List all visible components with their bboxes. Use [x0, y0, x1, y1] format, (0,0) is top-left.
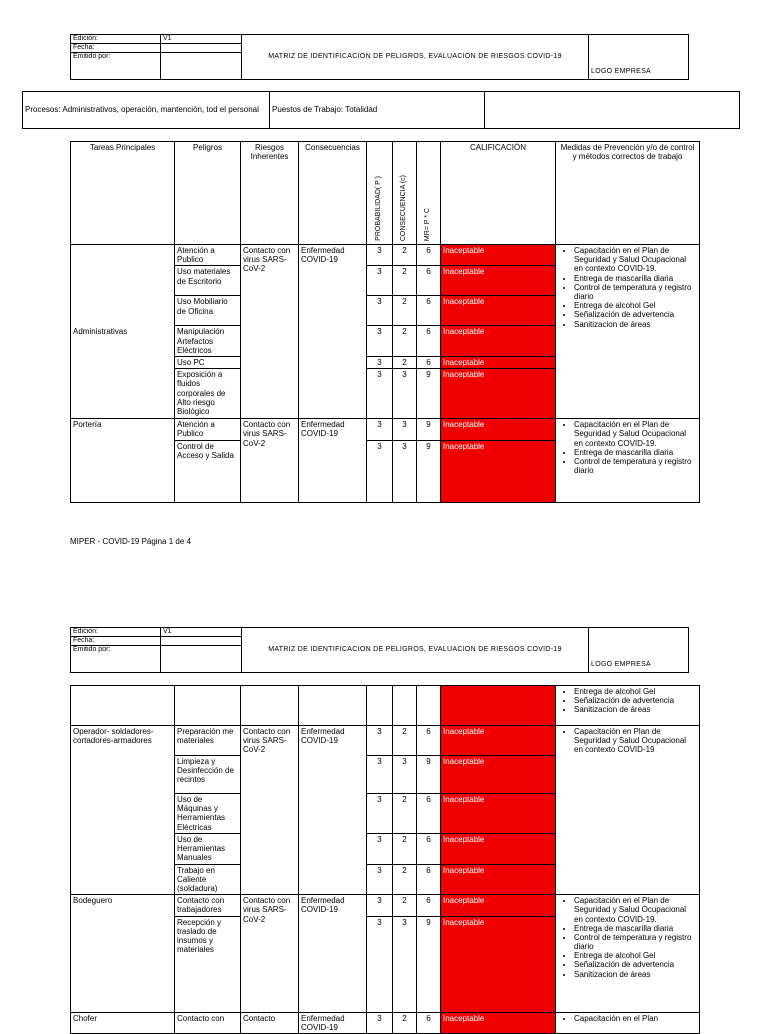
- fecha-label: Fecha:: [71, 637, 161, 646]
- measure-item: • Entrega de mascarilla diaria: [574, 448, 697, 457]
- riesgo: Contacto con virus SARS-CoV-2: [241, 895, 299, 1012]
- prob-value: 3: [367, 440, 393, 502]
- measure-item: • Control de temperatura y registro diario: [574, 283, 697, 301]
- prob-value: 3: [367, 794, 393, 834]
- task-chofer: Chofer: [71, 1012, 175, 1033]
- peligro: Atención a Publico: [175, 419, 241, 440]
- cons-value: 2: [393, 326, 417, 357]
- riesgo: Contacto: [241, 1012, 299, 1033]
- cons-value: 3: [393, 369, 417, 419]
- mr-value: 9: [417, 419, 441, 440]
- mr-value: 6: [417, 356, 441, 368]
- prob-value: 3: [367, 266, 393, 296]
- header-table-page2: [70, 627, 689, 673]
- cons-value: 2: [393, 356, 417, 368]
- col-peligros: Peligros: [175, 142, 241, 245]
- col-consecuencias: Consecuencias: [299, 142, 367, 245]
- task-administrativas: Administrativas: [71, 245, 175, 419]
- peligro: Uso materiales de Escritorio: [175, 266, 241, 296]
- cons-value: 2: [393, 834, 417, 865]
- emitido-label: Emitido por:: [71, 53, 161, 80]
- page-footer: MIPER - COVID-19 Página 1 de 4: [70, 537, 191, 546]
- peligro: Control de Acceso y Salida: [175, 440, 241, 502]
- measure-item: • Capacitación en el Plan de Seguridad y Salud Ocupacional en contexto COVID-19.: [574, 246, 697, 274]
- mr-value: 6: [417, 245, 441, 266]
- consecuencia: Enfermedad COVID-19: [299, 726, 367, 895]
- peligro: Exposición a fluidos corporales de Alto riesgo Biológico: [175, 369, 241, 419]
- calificacion-cell: Inaceptable: [441, 369, 556, 419]
- measure-item: • Control de temperatura y registro diario: [574, 457, 697, 475]
- prob-value: 3: [367, 916, 393, 1012]
- calificacion-cell: Inaceptable: [441, 326, 556, 357]
- col-mr: MR= P * C: [424, 207, 432, 241]
- logo-empresa: LOGO EMPRESA: [589, 35, 689, 80]
- edicion-value: V1: [161, 628, 242, 637]
- prob-value: 3: [367, 756, 393, 794]
- measure-item: • Capacitación en el Plan: [574, 1014, 697, 1023]
- consecuencia: Enfermedad COVID-19: [299, 1012, 367, 1033]
- measure-item: • Entrega de alcohol Gel: [574, 687, 697, 696]
- cons-value: 3: [393, 916, 417, 1012]
- peligro: Recepción y traslado de insumos y materiales: [175, 916, 241, 1012]
- mr-value: 6: [417, 296, 441, 326]
- peligro: Trabajo en Caliente (soldadura): [175, 864, 241, 895]
- mr-value: 6: [417, 326, 441, 357]
- prob-value: 3: [367, 895, 393, 916]
- calificacion-cell: Inaceptable: [441, 245, 556, 266]
- calificacion-cell: Inaceptable: [441, 356, 556, 368]
- cons-value: 2: [393, 1012, 417, 1033]
- edicion-label: Edición:: [71, 35, 161, 44]
- prob-value: 3: [367, 326, 393, 357]
- measure-item: • Sanitizacion de áreas: [574, 970, 697, 979]
- mr-value: 9: [417, 916, 441, 1012]
- cons-value: 2: [393, 895, 417, 916]
- calificacion-cell: Inaceptable: [441, 296, 556, 326]
- col-consecuencia: CONSECUENCIA (c): [400, 174, 408, 241]
- peligro: Uso de Máquinas y Herramientas Eléctricas: [175, 794, 241, 834]
- col-tareas: Tareas Principales: [71, 142, 175, 245]
- calificacion-cell: Inaceptable: [441, 1012, 556, 1033]
- col-probabilidad: PROBABILIDAD( P ): [375, 175, 383, 241]
- calificacion-cell: Inaceptable: [441, 916, 556, 1012]
- measure-item: • Señalización de advertencia: [574, 696, 697, 705]
- logo-empresa: LOGO EMPRESA: [589, 628, 689, 673]
- prob-value: 3: [367, 726, 393, 756]
- riesgo: Contacto con virus SARS-CoV-2: [241, 245, 299, 419]
- medidas-operador: [556, 726, 700, 895]
- calificacion-cell: [441, 686, 556, 726]
- document-title: MATRIZ DE IDENTIFICACION DE PELIGROS, EVALUACION DE RIESGOS COVID-19: [242, 35, 589, 80]
- calificacion-cell: Inaceptable: [441, 756, 556, 794]
- measure-item: • Capacitación en el Plan de Seguridad y Salud Ocupacional en contexto COVID-19.: [574, 420, 697, 448]
- prob-value: 3: [367, 369, 393, 419]
- edicion-label: Edición:: [71, 628, 161, 637]
- task-operador: Operador- soldadores-cortadores-armadores: [71, 726, 175, 895]
- calificacion-cell: Inaceptable: [441, 419, 556, 440]
- mr-value: 6: [417, 266, 441, 296]
- calificacion-cell: Inaceptable: [441, 864, 556, 895]
- measure-item: • Entrega de mascarilla diaria: [574, 274, 697, 283]
- peligro: Contacto con: [175, 1012, 241, 1033]
- header-table-page1: [70, 34, 689, 80]
- peligro: Preparación me materiales: [175, 726, 241, 756]
- cons-value: 2: [393, 245, 417, 266]
- cons-value: 2: [393, 794, 417, 834]
- matrix-table-page2: [70, 685, 700, 1034]
- edicion-value: V1: [161, 35, 242, 44]
- mr-value: 9: [417, 440, 441, 502]
- measure-item: • Control de temperatura y registro diario: [574, 933, 697, 951]
- mr-value: 6: [417, 834, 441, 865]
- consecuencia: Enfermedad COVID-19: [299, 245, 367, 419]
- mr-value: 6: [417, 864, 441, 895]
- mr-value: 9: [417, 369, 441, 419]
- measure-item: • Capacitación en Plan de Seguridad y Salud Ocupacional en contexto COVID-19: [574, 727, 697, 755]
- calificacion-cell: Inaceptable: [441, 794, 556, 834]
- measure-item: • Sanitizacion de áreas: [574, 320, 697, 329]
- measure-item: • Capacitación en el Plan de Seguridad y Salud Ocupacional en contexto COVID-19.: [574, 896, 697, 924]
- prob-value: 3: [367, 1012, 393, 1033]
- cons-value: 2: [393, 296, 417, 326]
- peligro: Manipulación Artefactos Eléctricos: [175, 326, 241, 357]
- consecuencia: Enfermedad COVID-19: [299, 895, 367, 1012]
- document-title: MATRIZ DE IDENTIFICACION DE PELIGROS, EVALUACION DE RIESGOS COVID-19: [242, 628, 589, 673]
- consecuencia: Enfermedad COVID-19: [299, 419, 367, 502]
- col-riesgos: Riesgos Inherentes: [241, 142, 299, 245]
- mr-value: 6: [417, 895, 441, 916]
- medidas-chofer: [556, 1012, 700, 1033]
- puestos-text: Puestos de Trabajo: Totalidad: [270, 92, 485, 129]
- medidas-continuacion: [556, 686, 700, 726]
- prob-value: 3: [367, 245, 393, 266]
- prob-value: 3: [367, 356, 393, 368]
- matrix-table-page1: [70, 141, 700, 503]
- cons-value: 2: [393, 864, 417, 895]
- prob-value: 3: [367, 419, 393, 440]
- peligro: Contacto con trabajadores: [175, 895, 241, 916]
- prob-value: 3: [367, 864, 393, 895]
- measure-item: • Señalización de advertencia: [574, 310, 697, 319]
- peligro: Limpieza y Desinfección de recintos: [175, 756, 241, 794]
- col-calificacion: CALIFICACIÓN: [441, 142, 556, 245]
- measure-item: • Entrega de alcohol Gel: [574, 301, 697, 310]
- calificacion-cell: Inaceptable: [441, 440, 556, 502]
- procesos-text: Procesos: Administrativos, operación, mantención, tod el personal: [23, 92, 270, 129]
- mr-value: 6: [417, 726, 441, 756]
- cons-value: 2: [393, 266, 417, 296]
- peligro: Uso de Herramientas Manuales: [175, 834, 241, 865]
- task-bodeguero: Bodeguero: [71, 895, 175, 1012]
- cons-value: 3: [393, 419, 417, 440]
- col-medidas: Medidas de Prevención y/o de control y métodos correctos de trabajo: [556, 142, 700, 245]
- mr-value: 9: [417, 756, 441, 794]
- calificacion-cell: Inaceptable: [441, 834, 556, 865]
- measure-item: • Señalización de advertencia: [574, 960, 697, 969]
- mr-value: 6: [417, 794, 441, 834]
- mr-value: 6: [417, 1012, 441, 1033]
- riesgo: Contacto con virus SARS-CoV-2: [241, 726, 299, 895]
- measure-item: • Entrega de mascarilla diaria: [574, 924, 697, 933]
- medidas-admin: [556, 245, 700, 419]
- measure-item: • Sanitizacion de áreas: [574, 705, 697, 714]
- task-porteria: Portería: [71, 419, 175, 502]
- calificacion-cell: Inaceptable: [441, 895, 556, 916]
- medidas-porteria: [556, 419, 700, 502]
- riesgo: Contacto con virus SARS-CoV-2: [241, 419, 299, 502]
- prob-value: 3: [367, 834, 393, 865]
- medidas-bodeguero: [556, 895, 700, 1012]
- measure-item: • Entrega de alcohol Gel: [574, 951, 697, 960]
- cons-value: 3: [393, 756, 417, 794]
- calificacion-cell: Inaceptable: [441, 266, 556, 296]
- peligro: Atención a Publico: [175, 245, 241, 266]
- peligro: Uso Mobiliario de Oficina: [175, 296, 241, 326]
- prob-value: 3: [367, 296, 393, 326]
- cons-value: 2: [393, 726, 417, 756]
- peligro: Uso PC: [175, 356, 241, 368]
- procesos-table: [22, 91, 740, 129]
- calificacion-cell: Inaceptable: [441, 726, 556, 756]
- cons-value: 3: [393, 440, 417, 502]
- emitido-label: Emitido por:: [71, 646, 161, 673]
- fecha-label: Fecha:: [71, 44, 161, 53]
